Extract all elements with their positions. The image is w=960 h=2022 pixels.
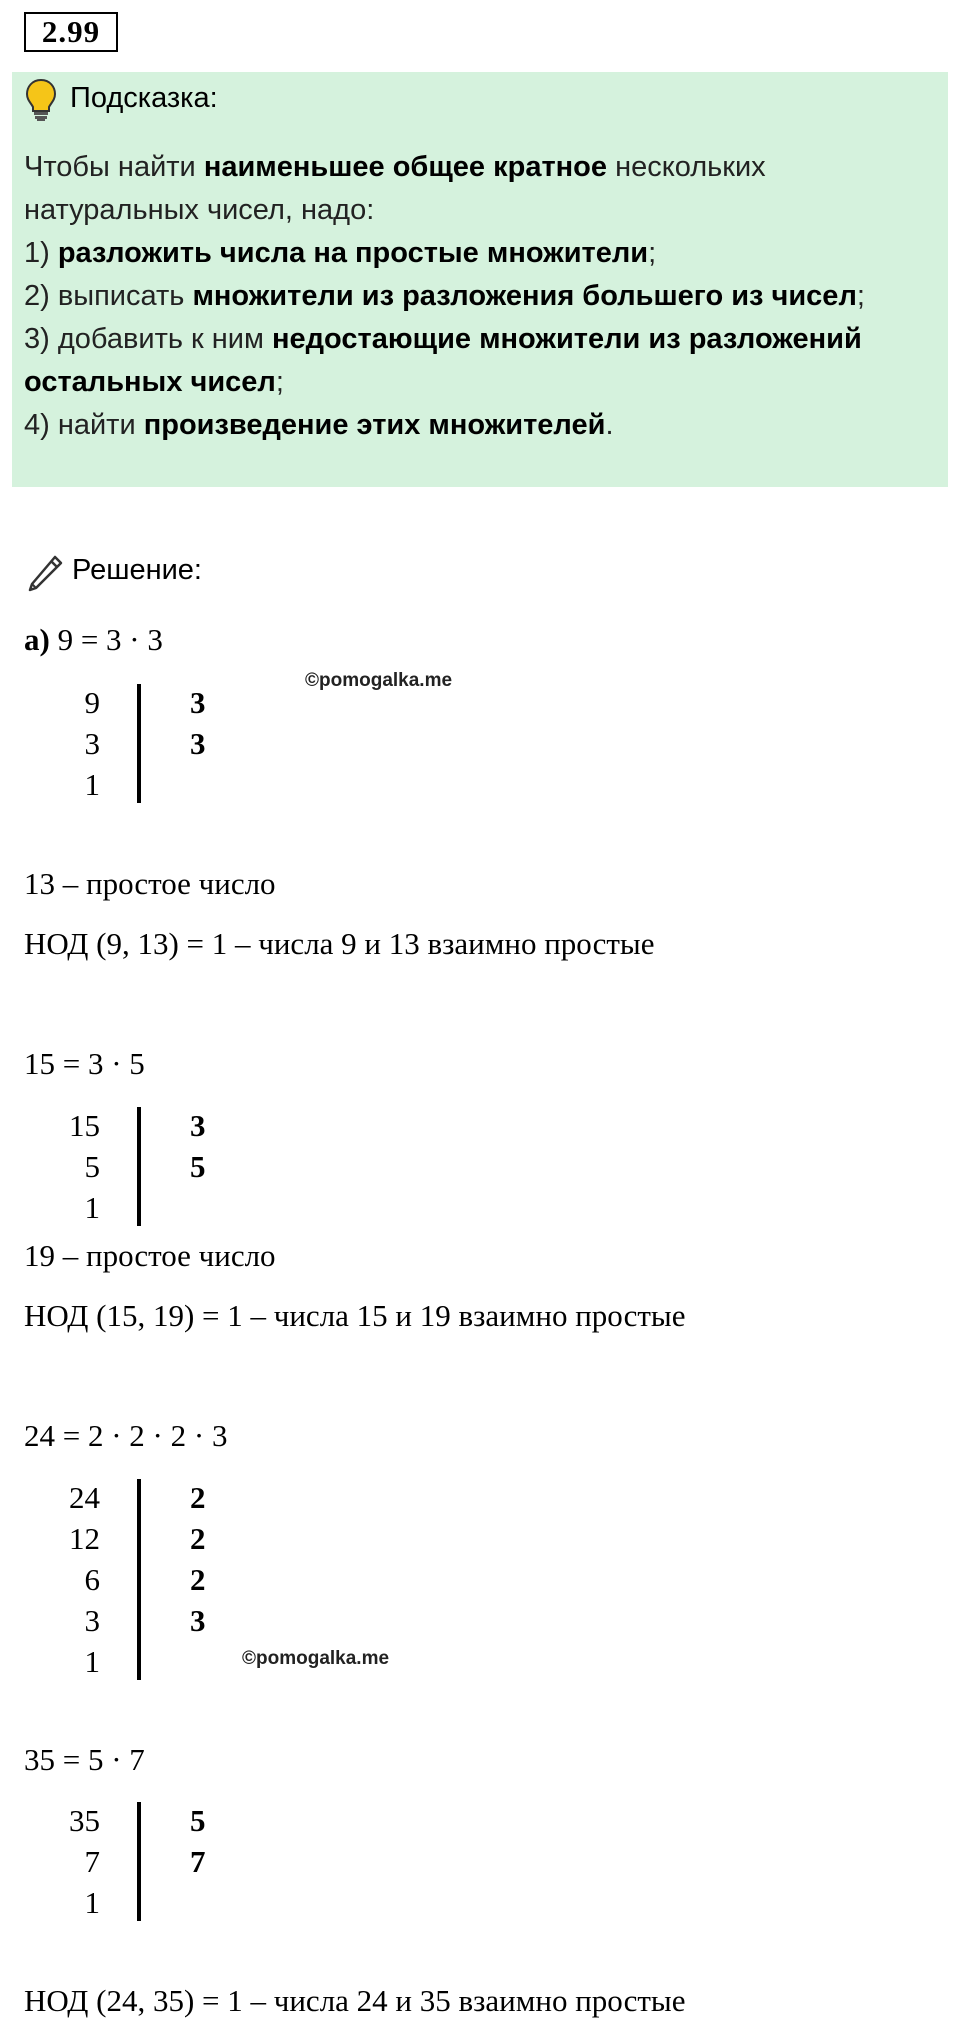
gcd-15-19-line: НОД (15, 19) = 1 – числа 15 и 19 взаимно простые [24,1298,686,1333]
prime-divisor: 2 [190,1521,206,1556]
dividend: 3 [84,1603,100,1638]
task-number: 2.99 [24,12,118,52]
dividend: 7 [84,1844,100,1879]
factorization-15 [40,1105,240,1228]
hint-run: . [605,409,614,441]
watermark: ©pomogalka.me [305,670,453,691]
dividend: 12 [69,1521,100,1556]
dividend: 35 [69,1803,100,1838]
hint-run: 3) добавить к ним [24,323,272,355]
dividend: 1 [84,1190,100,1225]
prime-divisor: 3 [190,1603,206,1638]
division-bar [137,1802,141,1921]
hint-run: 1) [24,237,58,269]
hint-run: ; [275,366,284,398]
equation-9-text: 9 = 3 · 3 [57,622,163,657]
dividend: 1 [84,767,100,802]
prime-divisor: 2 [190,1562,206,1597]
hint-paragraph [24,232,939,275]
watermark: ©pomogalka.me [242,1648,390,1669]
dividend: 6 [84,1562,100,1597]
hint-paragraph [24,275,939,318]
hint-run: нескольких натуральных чисел, надо: [24,151,766,226]
solution-title: Решение: [72,554,202,586]
prime-divisor: 3 [190,1108,206,1143]
prime-divisor: 3 [190,726,206,761]
gcd-24-35-line: НОД (24, 35) = 1 – числа 24 и 35 взаимно простые [24,1983,686,2018]
division-bar [137,684,141,803]
prime-19-line: 19 – простое число [24,1238,276,1273]
lightbulb-icon [24,78,58,122]
hint-paragraph [24,404,939,447]
equation-15: 15 = 3 · 5 [24,1046,145,1081]
hint-emphasis: недостающие множители из разложений остальных чисел [24,323,862,398]
dividend: 1 [84,1644,100,1679]
hint-run: 4) найти [24,409,144,441]
gcd-9-13-line: НОД (9, 13) = 1 – числа 9 и 13 взаимно простые [24,926,655,961]
hint-paragraph [24,318,939,404]
hint-emphasis: множители из разложения большего из чисел [192,280,857,312]
equation-24: 24 = 2 · 2 · 2 · 3 [24,1418,228,1453]
factorization-35 [40,1800,240,1923]
prime-divisor: 5 [190,1149,206,1184]
dividend: 24 [69,1480,100,1515]
dividend: 3 [84,726,100,761]
prime-divisor: 5 [190,1803,206,1838]
hint-run: 2) выписать [24,280,193,312]
equation-35: 35 = 5 · 7 [24,1742,145,1777]
hint-emphasis: наименьшее общее кратное [203,151,608,183]
hint-run: ; [856,280,865,312]
dividend: 1 [84,1885,100,1920]
prime-divisor: 3 [190,685,206,720]
prime-divisor: 2 [190,1480,206,1515]
hint-paragraph [24,146,939,232]
hint-text [24,146,939,447]
prime-13-line: 13 – простое число [24,866,276,901]
prime-divisor: 7 [190,1844,206,1879]
factorization-9 [40,682,240,805]
hint-run: Чтобы найти [24,151,204,183]
dividend: 5 [84,1149,100,1184]
part-a-label: а) [24,622,50,657]
division-bar [137,1479,141,1680]
hint-emphasis: произведение этих множителей [143,409,606,441]
hint-run: ; [648,237,657,269]
dividend: 15 [69,1108,100,1143]
pencil-icon [26,552,66,592]
hint-title: Подсказка: [70,82,218,114]
division-bar [137,1107,141,1226]
factorization-24 [40,1477,240,1682]
dividend: 9 [84,685,100,720]
equation-9 [24,622,163,658]
hint-emphasis: разложить числа на простые множители [57,237,649,269]
